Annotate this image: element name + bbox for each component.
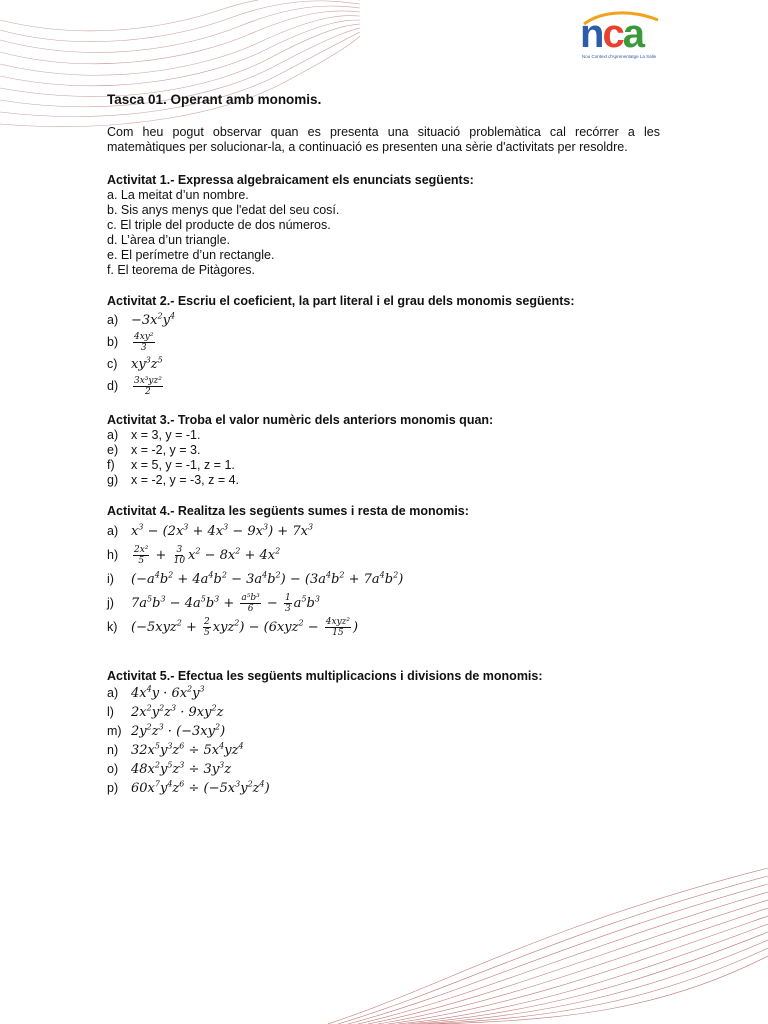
math-expression: $32x^5y^3z^6 \div 5x^4yz^4$ bbox=[131, 741, 244, 758]
math-expression: $2x^2y^2z^3 \cdot 9xy^2z$ bbox=[131, 703, 224, 720]
activity5-list bbox=[107, 684, 660, 798]
math-expression: $7a^5b^3 - 4a^5b^3$ + $\frac{\text{a⁵b³}}{6}$ − $\frac{1}{3}$ $a^5b^3$ bbox=[131, 592, 320, 614]
math-expression: $x^3 - (2x^3 + 4x^3 - 9x^3) + 7x^3$ bbox=[131, 522, 314, 539]
math-expression: $4x^4y \cdot 6x^2y^3$ bbox=[131, 684, 205, 701]
list-item: b) $\frac{\text{4xy²}}{3}$ bbox=[107, 331, 660, 353]
list-item: e. El perímetre d’un rectangle. bbox=[107, 248, 275, 262]
nca-logo bbox=[578, 8, 664, 66]
list-item: a) $x^3 - (2x^3 + 4x^3 - 9x^3) + 7x^3$ bbox=[107, 522, 314, 539]
math-expression: $60x^7y^4z^6 \div (-5x^3y^2z^4)$ bbox=[131, 779, 270, 796]
list-item: a) $4x^4y \cdot 6x^2y^3$ bbox=[107, 684, 205, 701]
activity1-title: Activitat 1.- Expressa algebraicament els enunciats següents: bbox=[107, 173, 474, 187]
list-item: g) x = -2, y = -3, z = 4. bbox=[107, 473, 240, 487]
list-item: o) $48x^2y^5z^3 \div 3y^3z$ bbox=[107, 760, 232, 777]
activity3-list bbox=[107, 428, 660, 488]
list-item: f) x = 5, y = -1, z = 1. bbox=[107, 458, 235, 472]
list-item: b. Sis anys menys que l'edat del seu cosí. bbox=[107, 203, 340, 217]
math-expression: $\frac{\text{3x³yz²}}{2}$ bbox=[134, 375, 162, 397]
list-item: k) (−5xyz$^2$ + $\frac{2}{5}$ xyz$^2$) − (6xyz$^2$ − $\frac{\text{4xyz²}}{15}$ ) bbox=[107, 616, 359, 638]
intro-paragraph: Com heu pogut observar quan es presenta una situació problemàtica cal recórrer a les matemàtiques per solucionar-la, a continuació es presenten una sèrie d'activitats per resoldre. bbox=[107, 125, 660, 154]
math-expression: $xy^3z^5$ bbox=[131, 355, 163, 372]
activity3-title: Activitat 3.- Troba el valor numèric dels anteriors monomis quan: bbox=[107, 413, 494, 427]
list-item: j) $7a^5b^3 - 4a^5b^3$ + $\frac{\text{a⁵b³}}{6}$ − $\frac{1}{3}$ $a^5b^3$ bbox=[107, 592, 320, 614]
math-expression: $-3x^2y^4$ bbox=[131, 311, 176, 328]
list-item: l) $2x^2y^2z^3 \cdot 9xy^2z$ bbox=[107, 703, 224, 720]
list-item: f. El teorema de Pitàgores. bbox=[107, 263, 255, 277]
logo-subtitle: Nou Context d'Aprenentatge La Salle bbox=[582, 54, 657, 59]
list-item: c) $xy^3z^5$ bbox=[107, 355, 163, 372]
math-expression: (−5xyz$^2$ + $\frac{2}{5}$ xyz$^2$) − (6xyz$^2$ − $\frac{\text{4xyz²}}{15}$ ) bbox=[131, 616, 359, 638]
activity2-title: Activitat 2.- Escriu el coeficient, la part literal i el grau dels monomis següents: bbox=[107, 294, 575, 308]
list-item: a. La meitat d’un nombre. bbox=[107, 188, 249, 202]
math-expression: $2y^2z^3 \cdot (-3xy^2)$ bbox=[131, 722, 226, 739]
document-body bbox=[107, 92, 660, 814]
math-expression: $\frac{\text{2x²}}{5}$ + $\frac{3}{10}$ $x^2 - 8x^2 + 4x^2$ bbox=[134, 544, 281, 566]
list-item: c. El triple del producte de dos números. bbox=[107, 218, 331, 232]
page-title: Tasca 01. Operant amb monomis. bbox=[107, 92, 322, 107]
activity4-list bbox=[107, 519, 660, 639]
activity1-list bbox=[107, 188, 660, 278]
list-item: d) $\frac{\text{3x³yz²}}{2}$ bbox=[107, 375, 660, 397]
list-item: a) $-3x^2y^4$ bbox=[107, 311, 176, 328]
math-expression: $48x^2y^5z^3 \div 3y^3z$ bbox=[131, 760, 232, 777]
list-item: h) $\frac{\text{2x²}}{5}$ + $\frac{3}{10}$ $x^2 - 8x^2 + 4x^2$ bbox=[107, 544, 281, 566]
math-expression: $\frac{\text{4xy²}}{3}$ bbox=[134, 331, 154, 353]
activity4-title: Activitat 4.- Realitza les següents sumes i resta de monomis: bbox=[107, 504, 469, 518]
list-item: d. L’àrea d’un triangle. bbox=[107, 233, 231, 247]
list-item: m) $2y^2z^3 \cdot (-3xy^2)$ bbox=[107, 722, 226, 739]
list-item: a) x = 3, y = -1. bbox=[107, 428, 201, 442]
list-item: n) $32x^5y^3z^6 \div 5x^4yz^4$ bbox=[107, 741, 244, 758]
activity2-list bbox=[107, 309, 660, 397]
list-item: p) $60x^7y^4z^6 \div (-5x^3y^2z^4)$ bbox=[107, 779, 270, 796]
math-expression: $(-a^4b^2 + 4a^4b^2 - 3a^4b^2) - (3a^4b^2 + 7a^4b^2)$ bbox=[131, 570, 404, 587]
logo-wordmark: nca bbox=[580, 12, 643, 56]
list-item: e) x = -2, y = 3. bbox=[107, 443, 201, 457]
activity5-title: Activitat 5.- Efectua les següents multiplicacions i divisions de monomis: bbox=[107, 669, 543, 683]
decorative-waves-bottom bbox=[328, 864, 768, 1024]
list-item: i) $(-a^4b^2 + 4a^4b^2 - 3a^4b^2) - (3a^4b^2 + 7a^4b^2)$ bbox=[107, 570, 404, 587]
